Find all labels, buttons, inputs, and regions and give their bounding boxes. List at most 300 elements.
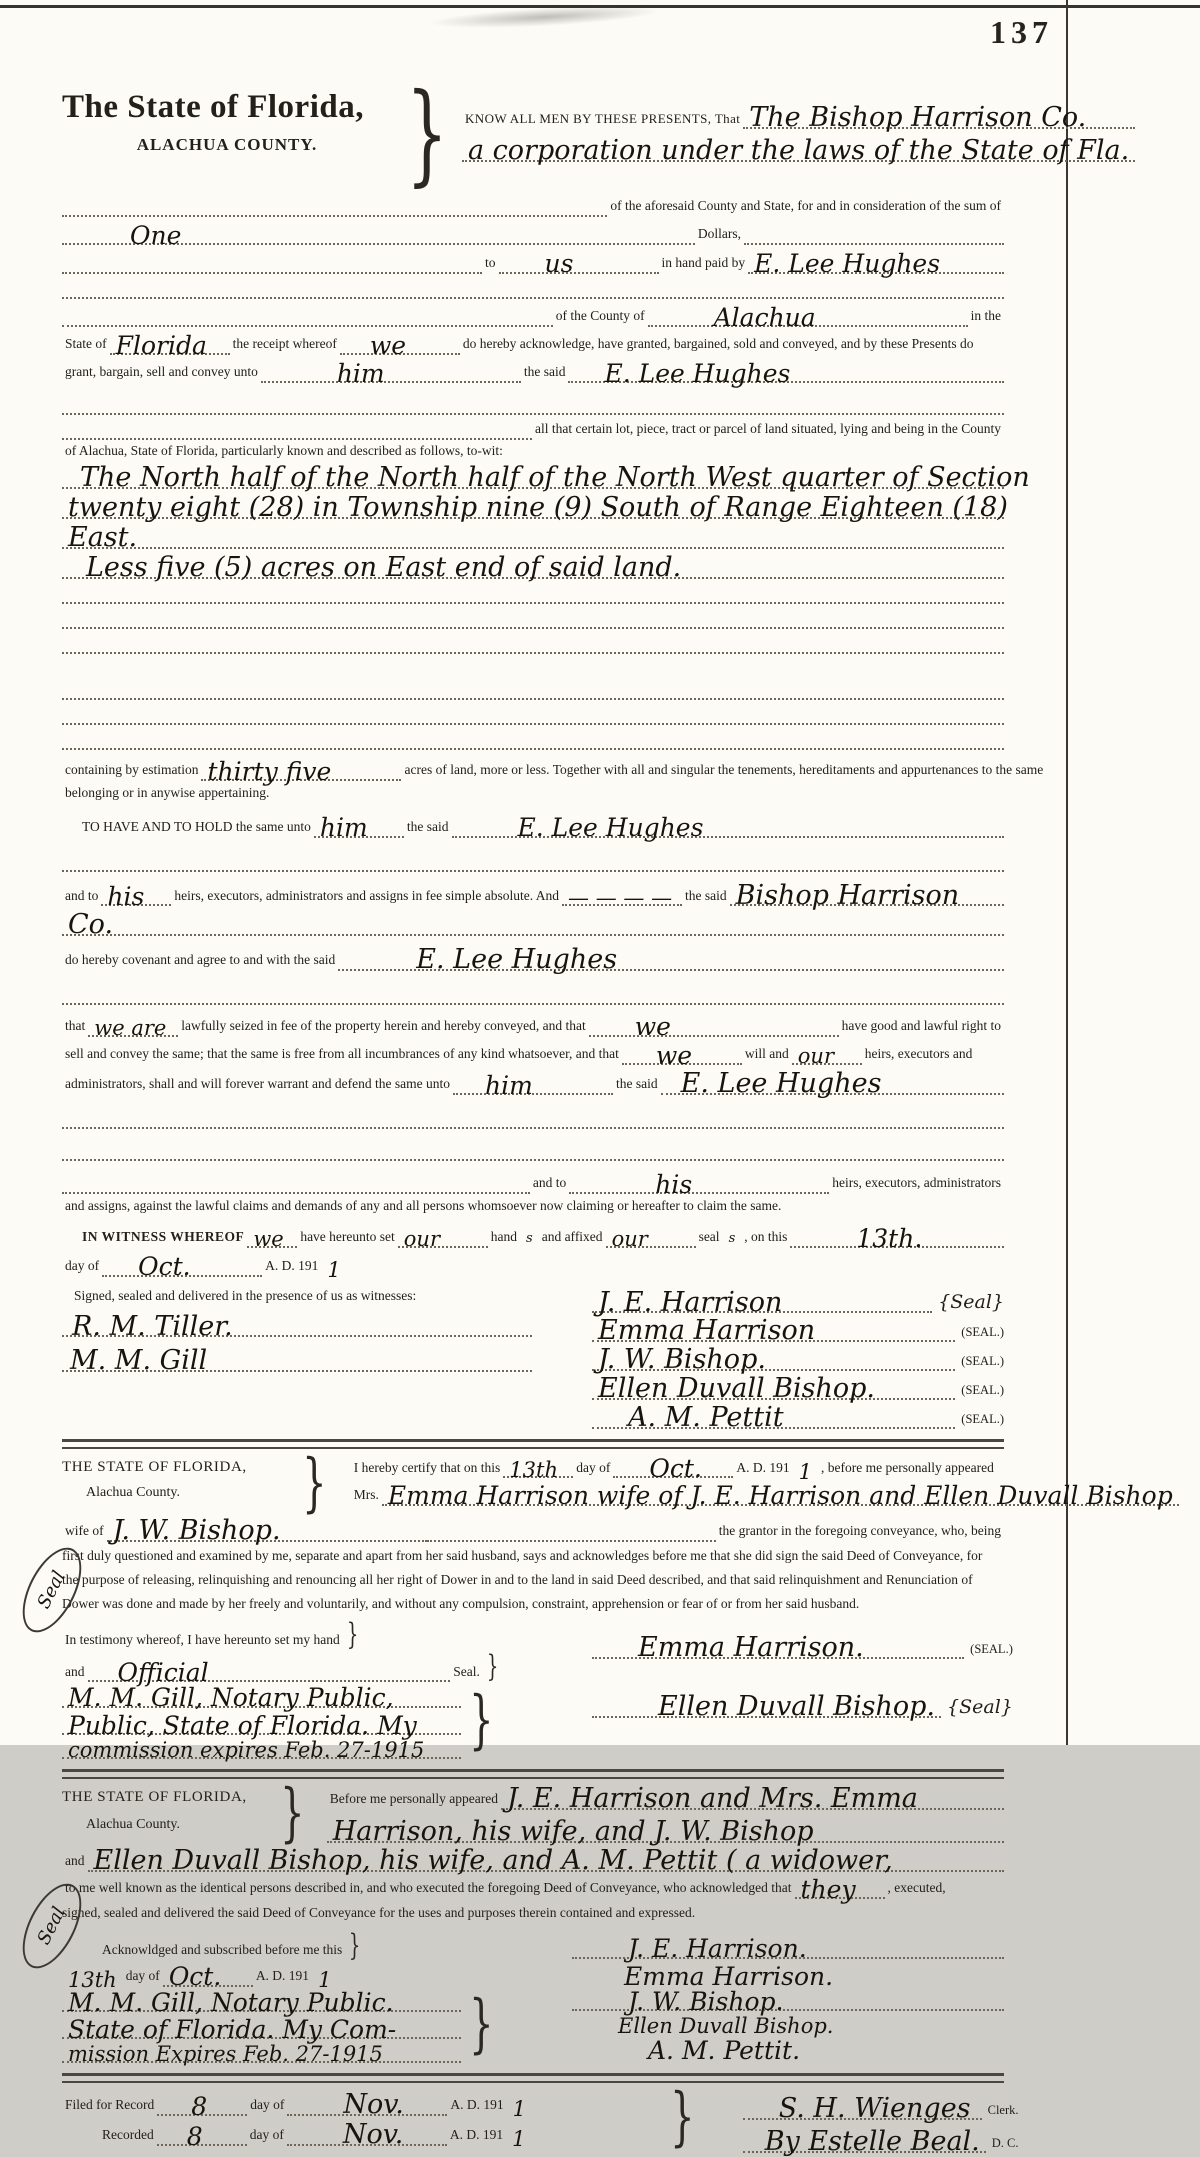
dotted-line xyxy=(62,297,1004,299)
deputy-clerk-label: D. C. xyxy=(991,2135,1019,2150)
dotted-line xyxy=(592,1344,955,1376)
signature-hw: Emma Harrison xyxy=(598,1315,816,1347)
line-wife-of xyxy=(62,1514,1004,1546)
acknowledge-label: do hereby acknowledge, have granted, bargained, sold and conveyed, and by these Presents do xyxy=(462,336,974,352)
dotted-line xyxy=(648,302,968,332)
notary-line-hw: Public, State of Florida. My xyxy=(68,1710,417,1740)
notary-line-hw: State of Florida. My Com- xyxy=(68,2014,397,2044)
line-grant-unto xyxy=(62,359,1004,388)
grantor-description-hw: a corporation under the laws of the State of Fla. xyxy=(468,134,1130,166)
dotted-line xyxy=(562,885,682,910)
ad-label: A. D. 191 xyxy=(255,1967,310,1983)
dotted-line xyxy=(62,552,1004,584)
heirs-label: heirs, executors, administrators and assigns in fee simple absolute. And xyxy=(174,887,560,903)
line-heirs xyxy=(62,879,1004,912)
dotted-line xyxy=(62,2042,461,2067)
signature-hw: A. M. Pettit xyxy=(628,1402,784,1434)
line-containing xyxy=(62,757,1044,786)
ack2-venue-brace: } xyxy=(280,1775,305,1850)
filed-day-hw: 8 xyxy=(191,2091,208,2121)
appeared-label: Before me personally appeared xyxy=(329,1791,499,1807)
we2-hw: we xyxy=(655,1040,693,1070)
our-hw: our xyxy=(797,1043,834,1068)
seal-annotation-hw: {Seal} xyxy=(938,1291,1004,1314)
description-hw-3: East. xyxy=(68,522,138,554)
ad-label: A. D. 191 xyxy=(265,1257,319,1273)
recording-brace: } xyxy=(670,2080,695,2155)
notary-line-hw: mission Expires Feb. 27-1915 xyxy=(68,2042,383,2067)
the-said-label-2: the said xyxy=(685,887,727,903)
day-of-label: day of xyxy=(249,2127,284,2143)
deed-header xyxy=(62,69,1130,197)
ack1-body-1: first duly questioned and examined by me, separate and apart from her said husband, says and acknowledges before me that she did sign the said Deed of Conveyance, for xyxy=(62,1547,983,1563)
line-state-receipt xyxy=(62,330,1004,360)
filed-label: Filed for Record xyxy=(65,2097,155,2113)
dotted-line xyxy=(62,1192,530,1194)
paid-by-label: in hand paid by xyxy=(661,254,746,270)
signature-row xyxy=(572,2014,1004,2039)
dotted-line xyxy=(382,1481,1179,1511)
covenant-label: do hereby covenant and agree to and with the said xyxy=(65,952,336,968)
dotted-line xyxy=(748,249,1004,279)
belonging-label: belonging or in anywise appertaining. xyxy=(65,785,270,801)
line-defend xyxy=(62,1067,1004,1100)
notary-brace: } xyxy=(469,1986,494,2061)
section-divider xyxy=(62,1439,1004,1449)
ack1-venue xyxy=(62,1455,294,1504)
in-the-label: in the xyxy=(970,307,1001,323)
receipt-hw: we xyxy=(369,330,407,360)
dotted-line xyxy=(157,2121,247,2151)
signature-hw: J. E. Harrison. xyxy=(628,1934,807,1964)
dotted-line xyxy=(338,944,1004,976)
state-of-label: State of xyxy=(65,336,107,352)
dotted-line xyxy=(340,330,460,360)
grantee-hw: E. Lee Hughes xyxy=(680,1067,882,1099)
seal-word-label: Seal. xyxy=(453,1663,480,1679)
seal-annotation-hw: {Seal} xyxy=(947,1696,1013,1719)
deed-header-right xyxy=(462,84,1135,166)
unto-hw: him xyxy=(319,813,368,843)
description-line-2 xyxy=(62,492,1008,524)
signature-row xyxy=(572,1986,1004,2016)
deputy-signature-hw: By Estelle Beal. xyxy=(764,2125,980,2157)
signature-hw: Emma Harrison. xyxy=(638,1632,864,1664)
witness-column xyxy=(62,1285,532,1377)
dotted-line xyxy=(622,1040,742,1070)
dotted-line xyxy=(572,1986,1004,2016)
dotted-line xyxy=(62,1159,1004,1161)
state-hw: Florida xyxy=(115,330,207,360)
line-ack2-and xyxy=(62,1844,1004,1876)
dotted-line xyxy=(592,1691,941,1723)
acknowledgment-dower xyxy=(33,1446,1173,1763)
hand-plural-hw: s xyxy=(526,1231,533,1247)
signature-hw: Emma Harrison. xyxy=(624,1961,834,1991)
spacer xyxy=(572,2014,1004,2039)
dotted-line xyxy=(62,438,532,440)
line-amount xyxy=(62,221,1004,250)
dotted-line xyxy=(62,748,1004,750)
dotted-line xyxy=(568,359,1004,388)
and-label: and xyxy=(65,1663,85,1679)
day-of-label: day of xyxy=(125,1967,160,1983)
signature-hw: J. E. Harrison xyxy=(598,1286,783,1318)
grant-hw: him xyxy=(336,359,385,388)
line-known xyxy=(62,1874,1004,1904)
county-title: ALACHUA COUNTY. xyxy=(136,134,318,154)
month-hw: Oct. xyxy=(138,1252,191,1282)
signature-hw: Ellen Duvall Bishop. xyxy=(658,1691,936,1723)
signature-hw: J. W. Bishop. xyxy=(598,1344,766,1376)
mrs-label: Mrs. xyxy=(353,1486,379,1502)
blank-line xyxy=(62,852,1004,872)
recorded-year-hw: 1 xyxy=(512,2127,526,2152)
heirs-label: heirs, executors and xyxy=(864,1045,973,1061)
spacer xyxy=(572,1961,1004,1991)
dotted-line xyxy=(163,1962,253,1992)
small-brace: } xyxy=(486,1649,499,1685)
dotted-line xyxy=(62,698,1004,700)
description-hw-4: Less five (5) acres on East end of said land. xyxy=(86,552,682,584)
spacer xyxy=(572,2035,1004,2065)
recorded-month-hw: Nov. xyxy=(342,2118,404,2150)
signature-row xyxy=(592,1402,1004,1434)
signature-row xyxy=(572,1961,1004,1991)
dotted-line xyxy=(592,1315,955,1347)
header-brace: } xyxy=(406,69,448,197)
husband-hw: J. W. Bishop. xyxy=(112,1514,281,1546)
dotted-line xyxy=(102,1252,262,1282)
line-aforesaid xyxy=(62,197,1004,217)
description-line-4 xyxy=(62,552,1004,584)
ack2-day-hw: 13th xyxy=(68,1967,117,1992)
dotted-line xyxy=(744,243,1004,245)
dotted-line xyxy=(62,1987,461,2017)
dotted-line xyxy=(88,1015,178,1040)
defend-label: administrators, shall and will forever warrant and defend the same unto xyxy=(65,1075,451,1091)
ack1-month-hw: Oct. xyxy=(649,1454,702,1484)
dotted-line xyxy=(62,1127,1004,1129)
description-hw-1: The North half of the North half of the North West quarter of Section xyxy=(80,462,1030,494)
line-seized xyxy=(62,1012,1004,1042)
dotted-line xyxy=(62,325,553,327)
recording-officials xyxy=(703,2089,1019,2157)
we-hw: we xyxy=(634,1012,671,1042)
blank-line xyxy=(62,705,1004,725)
witnesses-label: Signed, sealed and delivered in the presence of us as witnesses: xyxy=(74,1287,417,1303)
recording-dates xyxy=(62,2089,662,2152)
ack2-month-hw: Oct. xyxy=(168,1962,222,1992)
dotted-line xyxy=(613,1454,733,1484)
dotted-line xyxy=(592,1632,964,1664)
signature-hw: Ellen Duvall Bishop. xyxy=(618,2014,834,2039)
dotted-line xyxy=(62,1310,532,1342)
aforesaid-label: of the aforesaid County and State, for and in consideration of the sum of xyxy=(610,198,1001,214)
day-hw: 13th. xyxy=(856,1224,923,1253)
state-title: The State of Florida, xyxy=(62,89,364,125)
day-of-label: day of xyxy=(576,1459,611,1475)
ack2-county-label: Alachua County. xyxy=(86,1816,180,1832)
dotted-line xyxy=(62,272,482,274)
section-divider xyxy=(62,2073,1004,2083)
ack2-names-2-hw: Harrison, his wife, and J. W. Bishop xyxy=(332,1815,814,1847)
grantor-hw: Bishop Harrison xyxy=(735,879,960,911)
blank-line xyxy=(62,279,1004,299)
seized-label: lawfully seized in fee of the property herein and hereby conveyed, and that xyxy=(181,1017,586,1033)
ack1-venue-brace: } xyxy=(302,1446,327,1521)
year-hw: 1 xyxy=(327,1257,341,1282)
his-hw: his xyxy=(107,882,145,912)
dotted-line xyxy=(62,215,607,217)
dotted-line xyxy=(62,1345,532,1377)
dotted-line xyxy=(327,1815,1004,1847)
dotted-line xyxy=(62,2014,461,2044)
dashes-hw: — — — — xyxy=(568,885,673,910)
day-of-label: day of xyxy=(65,1257,100,1273)
will-and-label: will and xyxy=(744,1045,789,1061)
signature-row xyxy=(572,1934,1004,1964)
ack1-certify-block xyxy=(335,1454,1179,1511)
dotted-line xyxy=(452,813,1005,843)
dotted-line xyxy=(743,2125,986,2157)
dotted-line xyxy=(503,1457,573,1482)
in-witness-label: IN WITNESS WHEREOF xyxy=(82,1229,245,1245)
ack1-state-label: THE STATE OF FLORIDA, xyxy=(62,1459,247,1476)
certify-label: I hereby certify that on this xyxy=(353,1459,501,1475)
right-label: have good and lawful right to xyxy=(841,1017,1001,1033)
ack1-body-3: Dower was done and made by her freely and voluntarily, and without any compulsion, constraint, apprehension or fear of or from her said husband. xyxy=(62,1596,860,1612)
grantor-co-hw: Co. xyxy=(68,909,114,941)
day-of-label: day of xyxy=(250,2097,285,2113)
and-to-label: and to xyxy=(532,1175,567,1191)
grantee-hw: E. Lee Hughes xyxy=(517,813,704,843)
the-said-label: the said xyxy=(616,1075,658,1091)
dotted-line xyxy=(62,1003,1004,1005)
small-brace: } xyxy=(346,1617,359,1653)
ack2-state-label: THE STATE OF FLORIDA, xyxy=(62,1788,247,1805)
ack1-signatures xyxy=(502,1620,1013,1723)
signature-block xyxy=(62,1285,1004,1434)
line-county-of xyxy=(62,302,1004,332)
ack1-county-label: Alachua County. xyxy=(86,1485,180,1501)
him-hw: him xyxy=(485,1070,533,1100)
official-hw: Official xyxy=(117,1658,209,1688)
dotted-line xyxy=(287,2089,447,2121)
ack2-names-3-hw: Ellen Duvall Bishop, his wife, and A. M. Pettit ( a widower, xyxy=(93,1844,893,1876)
dotted-line xyxy=(110,330,230,360)
notary-line-hw: M. M. Gill, Notary Public, xyxy=(68,1683,394,1713)
dotted-line xyxy=(247,1227,297,1252)
line-recorded xyxy=(62,2118,662,2152)
dotted-line xyxy=(62,723,1004,725)
signature-row xyxy=(592,1344,1004,1376)
seal-label: (SEAL.) xyxy=(970,1642,1013,1657)
ack1-day-hw: 13th xyxy=(509,1457,558,1482)
deputy-signature-row xyxy=(743,2125,1019,2157)
appeared-label: , before me personally appeared xyxy=(821,1459,994,1475)
dotted-line xyxy=(792,1043,862,1068)
to-label: to xyxy=(485,254,496,270)
filed-month-hw: Nov. xyxy=(343,2089,404,2121)
dotted-line xyxy=(62,870,1004,872)
dotted-line xyxy=(62,627,1004,629)
line-and-to-heirs xyxy=(62,1169,1004,1199)
we-hw: we xyxy=(253,1227,284,1252)
dotted-line xyxy=(107,1514,427,1546)
dotted-line xyxy=(62,462,1030,494)
seal-label: (SEAL.) xyxy=(961,1354,1004,1369)
ack1-appeared-hw: Emma Harrison wife of J. E. Harrison and Ellen Duvall Bishop xyxy=(387,1481,1173,1511)
blank-line xyxy=(62,395,1004,415)
line-sell xyxy=(62,1040,1004,1070)
grantee-hw: E. Lee Hughes xyxy=(604,359,791,388)
dotted-line xyxy=(743,102,1135,133)
ack2-appeared-block xyxy=(313,1782,1004,1847)
the-said-label: the said xyxy=(523,364,566,380)
signature-column xyxy=(532,1285,1004,1434)
ack2-names-1-hw: J. E. Harrison and Mrs. Emma xyxy=(507,1782,918,1814)
dotted-line xyxy=(62,1683,461,1713)
grantor-name-hw: The Bishop Harrison Co. xyxy=(749,102,1087,133)
county-of-label: of the County of xyxy=(555,307,645,323)
dotted-line xyxy=(62,1738,461,1763)
wife-of-label: wife of xyxy=(65,1522,104,1538)
dollars-label: Dollars, xyxy=(697,226,741,242)
seal-plural-hw: s xyxy=(728,1231,736,1247)
dotted-line xyxy=(88,1658,451,1688)
recorded-day-hw: 8 xyxy=(186,2121,203,2151)
acreage-hw: thirty five xyxy=(207,757,332,786)
dotted-line xyxy=(62,1710,461,1740)
line-paid-by xyxy=(62,249,1004,279)
dotted-line xyxy=(62,221,695,250)
affixed-label: and affixed xyxy=(541,1229,603,1245)
claims-label: and assigns, against the lawful claims and demands of any and all persons whomsoever now claiming or hereafter to claim the same. xyxy=(65,1198,782,1214)
subscribed-label: Acknowldged and subscribed before me this xyxy=(102,1942,343,1958)
blank-line xyxy=(62,985,1004,1005)
acres-label: acres of land, more or less. Together with all and singular the tenements, hereditaments and appurtenances to the same xyxy=(404,762,1044,778)
blank-line xyxy=(62,609,1004,629)
page-number: 137 xyxy=(990,14,1053,50)
line-claims xyxy=(62,1197,1004,1217)
description-line-3 xyxy=(62,522,1004,554)
clerk-label: Clerk. xyxy=(987,2102,1019,2117)
parcel-label-1: all that certain lot, piece, tract or parcel of land situated, lying and being in the County xyxy=(535,421,1001,437)
the-said-label: the said xyxy=(406,818,449,834)
seal-label: (SEAL.) xyxy=(961,1412,1004,1427)
dotted-line xyxy=(287,2118,447,2150)
ack2-signed-line: signed, sealed and delivered the said Deed of Conveyance for the uses and purposes therein contained and expressed. xyxy=(62,1905,696,1921)
blank-line xyxy=(62,634,1004,654)
ad-label: A. D. 191 xyxy=(450,2097,504,2113)
small-brace: } xyxy=(349,1928,361,1964)
line-day-of xyxy=(62,1252,1004,1282)
ack1-year-hw: 1 xyxy=(798,1459,813,1484)
dotted-line xyxy=(62,522,1004,554)
dotted-line xyxy=(62,492,1008,524)
dotted-line xyxy=(62,909,1004,941)
seal-text-hw: Seal xyxy=(33,1567,71,1613)
parcel-label-2: of Alachua, State of Florida, particularly known and described as follows, to-wit: xyxy=(65,443,503,459)
containing-label: containing by estimation xyxy=(65,762,199,778)
line-to-have xyxy=(62,813,1004,843)
signature-row xyxy=(592,1691,1013,1723)
ad-label: A. D. 191 xyxy=(736,1459,790,1475)
signature-row xyxy=(592,1286,1004,1318)
seal-label: (SEAL.) xyxy=(961,1383,1004,1398)
grant-label: grant, bargain, sell and convey unto xyxy=(65,364,258,380)
known-label: to me well known as the identical persons described in, and who executed the foregoing Deed of Conveyance, who acknowledged that xyxy=(65,1880,792,1896)
dotted-line xyxy=(314,813,404,843)
line-in-witness xyxy=(62,1224,1004,1253)
blank-line xyxy=(62,680,1004,700)
blank-line xyxy=(62,1109,1004,1129)
recorded-label: Recorded xyxy=(102,2127,154,2143)
amount-hw: One xyxy=(130,221,182,250)
notary-line-hw: M. M. Gill, Notary Public. xyxy=(68,1987,394,2017)
dotted-line xyxy=(88,1844,1005,1876)
ack2-venue xyxy=(62,1785,272,1836)
county-hw: Alachua xyxy=(713,302,816,332)
witness-1-hw: R. M. Tiller. xyxy=(72,1310,233,1342)
heirs-2-label: heirs, executors, administrators xyxy=(832,1175,1001,1191)
line-parcel xyxy=(62,420,1004,440)
dotted-line xyxy=(261,359,521,388)
our2-hw: our xyxy=(611,1227,648,1252)
line-heirs-2 xyxy=(62,909,1004,941)
we-are-hw: we are xyxy=(94,1015,167,1040)
line-covenant xyxy=(62,944,1004,976)
executed-label: , executed, xyxy=(887,1880,946,1896)
witness-2-hw: M. M. Gill xyxy=(70,1345,208,1377)
grantor-clause-label: the grantor in the foregoing conveyance, who, being xyxy=(718,1522,1001,1538)
testimony-label: In testimony whereof, I have hereunto set my hand xyxy=(65,1631,340,1647)
dotted-line xyxy=(592,1402,955,1434)
dotted-line xyxy=(62,602,1004,604)
dotted-line xyxy=(743,2093,982,2125)
signature-row xyxy=(592,1315,1004,1347)
signature-row xyxy=(572,2035,1004,2065)
clerk-signature-row xyxy=(743,2093,1019,2125)
ack2-year-hw: 1 xyxy=(318,1967,332,1992)
description-line-1 xyxy=(62,462,1030,494)
line-filed xyxy=(62,2089,662,2122)
dotted-line xyxy=(572,1934,1004,1964)
signature-row xyxy=(592,1373,1004,1405)
sell-label: sell and convey the same; that the same is free from all incumbrances of any kind whatsoever, and that xyxy=(65,1045,619,1061)
seal-label: (SEAL.) xyxy=(961,1325,1004,1340)
line-parcel-2 xyxy=(62,442,1004,462)
dotted-line xyxy=(427,1540,716,1542)
dotted-line xyxy=(398,1227,488,1252)
deed-header-left xyxy=(62,84,392,155)
and-to-label: and to xyxy=(65,887,99,903)
dotted-line xyxy=(730,879,1004,911)
recording-block xyxy=(62,2080,1019,2157)
section-divider xyxy=(62,1769,1004,1779)
dotted-line xyxy=(499,249,659,279)
seal-text-hw: Seal xyxy=(33,1903,71,1949)
clerk-signature-hw: S. H. Wienges xyxy=(778,2093,971,2125)
blank-line xyxy=(62,730,1004,750)
dotted-line xyxy=(592,1286,932,1318)
dotted-line xyxy=(569,1169,829,1199)
dotted-line xyxy=(589,1012,839,1042)
signature-hw: A. M. Pettit. xyxy=(648,2035,801,2065)
and-label: and xyxy=(65,1852,85,1868)
dotted-line xyxy=(661,1067,1004,1099)
